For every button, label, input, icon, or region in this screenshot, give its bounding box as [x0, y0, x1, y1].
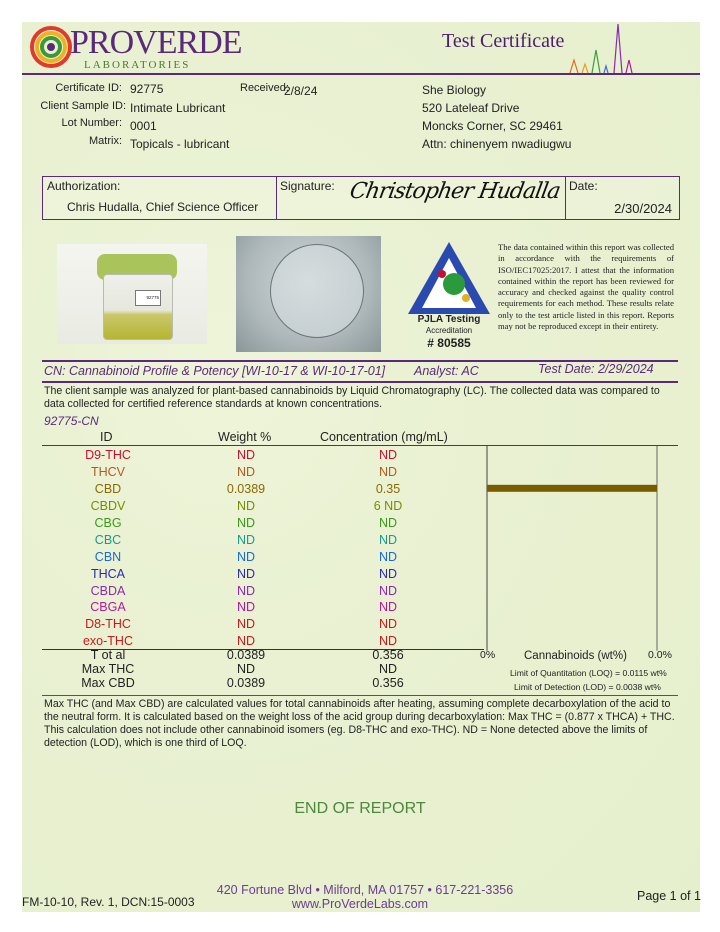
method-title: CN: Cannabinoid Profile & Potency [WI-10-17 & WI-10-17-01]	[44, 364, 386, 378]
concentration-cell: ND	[378, 465, 398, 480]
concentration-cell: ND	[378, 516, 398, 530]
page-number: Page 1 of 1	[637, 889, 701, 903]
table-row	[44, 481, 456, 498]
weight-cell: ND	[236, 634, 256, 649]
cannabinoid-id: D8-THC	[85, 617, 131, 632]
table-row	[44, 582, 456, 599]
loq-limit: Limit of Quantitation (LOQ) = 0.0115 wt%	[510, 668, 667, 678]
totals-id: T ot al	[90, 648, 126, 662]
pjla-number: # 80585	[427, 336, 471, 350]
client-address-line1: 520 Lateleaf Drive	[422, 101, 520, 115]
weight-cell: ND	[236, 600, 256, 615]
date-cell	[565, 177, 678, 219]
weight-cell: ND	[236, 583, 256, 598]
authorization-label: Authorization:	[47, 179, 121, 193]
totals-concentration: ND	[378, 662, 398, 676]
lot-number-label: Lot Number:	[61, 117, 122, 129]
cannabinoid-id: exo-THC	[82, 634, 133, 649]
date-value: 2/30/2024	[614, 201, 672, 216]
sample-closeup-photo	[236, 236, 381, 352]
totals-weight: ND	[236, 662, 256, 676]
test-date: Test Date: 2/29/2024	[538, 362, 654, 376]
cannabinoid-id: THCV	[90, 465, 126, 480]
pjla-triangle-icon	[406, 240, 492, 316]
table-row	[44, 447, 456, 464]
chart-xmax-label: 0.0%	[648, 649, 672, 661]
logo-subtext: LABORATORIES	[84, 59, 191, 71]
divider-bottom	[42, 381, 678, 383]
cannabinoid-id: CBN	[94, 549, 122, 564]
logo-text: PROVERDE	[70, 24, 242, 61]
cannabinoid-table	[44, 447, 456, 650]
totals-table	[44, 648, 456, 690]
client-attn: Attn: chinenyem nwadiugwu	[422, 137, 572, 151]
chart-xlabel: Cannabinoids (wt%)	[524, 650, 627, 662]
header-chromatogram	[22, 20, 700, 78]
table-row	[44, 515, 456, 532]
concentration-cell: ND	[378, 583, 398, 598]
header-id: ID	[100, 430, 113, 444]
client-address-line2: Moncks Corner, SC 29461	[422, 119, 563, 133]
totals-row	[44, 662, 456, 676]
totals-weight: 0.0389	[226, 676, 266, 690]
cannabinoid-id: CBGA	[90, 600, 126, 615]
concentration-cell: ND	[378, 566, 398, 581]
weight-cell: ND	[236, 516, 256, 530]
pjla-badge-subtitle: Accreditation	[425, 326, 473, 335]
table-row	[44, 498, 456, 515]
notes-divider	[42, 695, 678, 696]
concentration-cell: ND	[378, 532, 398, 547]
weight-cell: ND	[236, 617, 256, 632]
authorization-box	[42, 176, 680, 220]
cannabinoid-id: CBD	[94, 482, 122, 497]
chart-xmin-label: 0%	[480, 649, 496, 661]
header-concentration: Concentration (mg/mL)	[320, 430, 448, 444]
client-sample-id-label: Client Sample ID:	[40, 100, 126, 112]
footer-address: 420 Fortune Blvd • Milford, MA 01757 • 617-221-3356	[216, 883, 514, 897]
weight-cell: ND	[236, 465, 256, 480]
sample-jar-photo	[57, 244, 207, 344]
concentration-cell: 6 ND	[373, 499, 403, 514]
table-row	[44, 599, 456, 616]
authorization-cell	[43, 177, 277, 219]
table-row	[44, 565, 456, 582]
totals-row	[44, 676, 456, 690]
table-row	[44, 548, 456, 565]
concentration-cell: ND	[378, 600, 398, 615]
concentration-cell: ND	[378, 634, 398, 649]
certificate-id-label: Certificate ID:	[55, 82, 122, 94]
cannabinoid-id: CBG	[94, 516, 122, 530]
lot-number-value: 0001	[130, 119, 157, 133]
pjla-badge-title: PJLA Testing	[417, 314, 481, 325]
client-name: She Biology	[422, 83, 487, 97]
weight-cell: ND	[236, 532, 256, 547]
cannabinoid-id: CBDV	[90, 499, 126, 514]
concentration-cell: ND	[378, 617, 398, 632]
concentration-cell: ND	[378, 448, 398, 463]
totals-id: Max CBD	[81, 676, 135, 690]
concentration-cell: ND	[378, 549, 398, 564]
table-row	[44, 616, 456, 633]
form-id: FM-10-10, Rev. 1, DCN:15-0003	[22, 895, 195, 909]
totals-id: Max THC	[81, 662, 135, 676]
analyst: Analyst: AC	[414, 364, 479, 378]
weight-cell: ND	[236, 448, 256, 463]
totals-concentration: 0.356	[372, 676, 404, 690]
received-value: 2/8/24	[284, 84, 318, 98]
concentration-cell: 0.35	[375, 482, 401, 497]
date-label: Date:	[569, 179, 598, 193]
sample-code: 92775-CN	[44, 414, 99, 428]
signature-label: Signature:	[280, 179, 335, 193]
chart-bar-cbd	[487, 485, 657, 492]
vial-label: 92775	[146, 295, 159, 300]
lod-limit: Limit of Detection (LOD) = 0.0038 wt%	[514, 682, 661, 692]
cannabinoid-id: THCA	[90, 566, 126, 581]
table-row	[44, 464, 456, 481]
certificate-id-value: 92775	[130, 82, 164, 96]
footer-website[interactable]: www.ProVerdeLabs.com	[291, 897, 429, 911]
totals-concentration: 0.356	[372, 648, 404, 662]
signature-cell	[276, 177, 566, 219]
method-description: The client sample was analyzed for plant-based cannabinoids by Liquid Chromatography (LC). The collected data was compared to data collected for certified reference standards at known concentrations.	[44, 385, 660, 410]
authorizer-name: Chris Hudalla, Chief Science Officer	[67, 200, 259, 214]
calculation-notes: Max THC (and Max CBD) are calculated values for total cannabinoids after heating, assuming complete decarboxylation of the acid to the neutral form. It is calculated based on the weight loss of the acid group during decarboxylation: Max THC = (0.877 x THCA) + THC. This calculation does not include other cannabinoid isomers (eg. D8-THC and exo-THC). ND = None detected above the limits of detection (LOD), which is one third of LOQ.	[44, 698, 675, 749]
accreditation-statement: The data contained within this report was collected in accordance with the requirements of ISO/IEC17025:2017. I attest that the information contained within the report has been reviewed for accuracy and checked against the quality control requirements for each method. These results relate only to the test article listed in this report. Reports may not be reproduced except in their entirety.	[498, 242, 674, 332]
cannabinoid-id: D9-THC	[85, 448, 131, 463]
weight-cell: ND	[236, 566, 256, 581]
page-title: Test Certificate	[442, 30, 565, 52]
weight-cell: 0.0389	[226, 482, 266, 497]
signature-image: Christopher Hudalla	[347, 179, 562, 204]
weight-cell: ND	[236, 499, 256, 514]
header-weight: Weight %	[218, 430, 272, 444]
totals-weight: 0.0389	[226, 648, 266, 662]
cannabinoid-id: CBC	[94, 532, 122, 547]
weight-cell: ND	[236, 549, 256, 564]
totals-row	[44, 648, 456, 662]
matrix-value: Topicals - lubricant	[130, 137, 230, 151]
end-of-report: END OF REPORT	[294, 800, 426, 817]
table-row	[44, 531, 456, 548]
matrix-label: Matrix:	[89, 135, 122, 147]
pjla-badge	[406, 240, 492, 352]
client-sample-id-value: Intimate Lubricant	[130, 101, 226, 115]
cannabinoid-id: CBDA	[90, 583, 126, 598]
received-label: Received:	[240, 82, 289, 94]
